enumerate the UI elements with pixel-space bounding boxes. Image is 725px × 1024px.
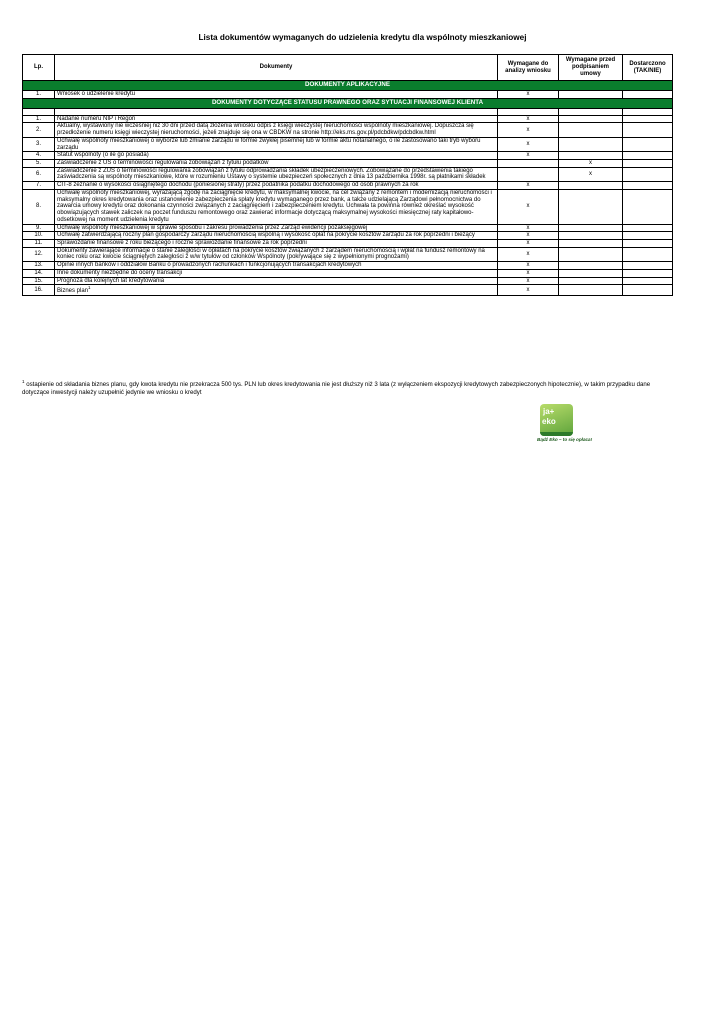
- delivered-cell: [623, 224, 673, 232]
- delivered-cell: [623, 123, 673, 137]
- required-signed-mark: [559, 123, 623, 137]
- row-number: 5.: [23, 160, 55, 168]
- header-documents: Dokumenty: [55, 55, 498, 81]
- document-name: [55, 152, 498, 160]
- required-signed-mark: x: [559, 167, 623, 181]
- required-analysis-mark: [498, 167, 559, 181]
- document-name: [55, 277, 498, 285]
- row-number: 9.: [23, 224, 55, 232]
- document-text: Uchwałę zatwierdzającą roczny plan gospodarczy zarządu nieruchomością wspólną i wysokość opłat na pokrycie kosztów zarządu za rok poprzedni i bieżący: [57, 232, 475, 239]
- required-analysis-mark: x: [498, 277, 559, 285]
- delivered-cell: [623, 262, 673, 270]
- delivered-cell: [623, 269, 673, 277]
- document-name: [55, 262, 498, 270]
- required-analysis-mark: x: [498, 247, 559, 261]
- page-title: Lista dokumentów wymaganych do udzielenia kredytu dla wspólnoty mieszkaniowej: [198, 33, 527, 42]
- table-row: [23, 285, 673, 296]
- delivered-cell: [623, 137, 673, 151]
- required-signed-mark: [559, 239, 623, 247]
- document-name: [55, 91, 498, 99]
- header-required-analysis: Wymagane do analizy wniosku: [498, 55, 559, 81]
- required-analysis-mark: x: [498, 285, 559, 296]
- delivered-cell: [623, 91, 673, 99]
- required-analysis-mark: x: [498, 91, 559, 99]
- document-name: [55, 232, 498, 240]
- required-signed-mark: x: [559, 160, 623, 168]
- document-name: [55, 160, 498, 168]
- empty-cell: [55, 108, 498, 115]
- document-name: [55, 247, 498, 261]
- required-signed-mark: [559, 137, 623, 151]
- required-signed-mark: [559, 277, 623, 285]
- header-required-signed: Wymagane przed podpisaniem umowy: [559, 55, 623, 81]
- table-row: [23, 239, 673, 247]
- table-row: [23, 224, 673, 232]
- document-name: [55, 115, 498, 123]
- row-number: 1.: [23, 91, 55, 99]
- row-number: 8.: [23, 189, 55, 224]
- document-name: [55, 239, 498, 247]
- delivered-cell: [623, 239, 673, 247]
- section-title: DOKUMENTY DOTYCZĄCE STATUSU PRAWNEGO ORAZ SYTUACJI FINANSOWEJ KLIENTA: [23, 98, 673, 108]
- header-lp: Lp.: [23, 55, 55, 81]
- required-signed-mark: [559, 189, 623, 224]
- required-signed-mark: [559, 262, 623, 270]
- table-row: [23, 115, 673, 123]
- document-text: Uchwałę wspólnoty mieszkaniowej w sprawie sposobu i zakresu prowadzenia przez Zarząd ewidencji pozaksięgowej: [57, 224, 368, 231]
- table-row: [23, 277, 673, 285]
- row-number: 2.: [23, 123, 55, 137]
- row-number: 3.: [23, 137, 55, 151]
- logo-text-bottom: eko: [542, 417, 556, 426]
- empty-cell: [559, 108, 623, 115]
- delivered-cell: [623, 189, 673, 224]
- required-analysis-mark: x: [498, 262, 559, 270]
- table-row: [23, 160, 673, 168]
- required-analysis-mark: x: [498, 115, 559, 123]
- empty-cell: [498, 108, 559, 115]
- delivered-cell: [623, 152, 673, 160]
- section-status-documents: [23, 98, 673, 108]
- table-row: [23, 152, 673, 160]
- delivered-cell: [623, 232, 673, 240]
- delivered-cell: [623, 182, 673, 190]
- table-row: [23, 123, 673, 137]
- documents-table: [22, 54, 673, 296]
- document-text: Opinie innych banków i oddziałów Banku o prowadzonych rachunkach i funkcjonujących transakcjach kredytowych: [57, 262, 362, 269]
- table-row: [23, 262, 673, 270]
- footnote: [22, 379, 652, 397]
- table-row: [23, 247, 673, 261]
- footnote-text: ostapienie od składania biznes planu, gdy kwota kredytu nie przekracza 500 tys. PLN lub okres kredytowania nie jest dłuższy niż 3 lata (z wyłączeniem ekspozycji kredytowych zabezpieczonych hipotecznie), w takim przypadku dane dotyczące inwestycji należy uzupełnić jedynie we wniosku o kredyt: [22, 381, 651, 396]
- delivered-cell: [623, 115, 673, 123]
- required-signed-mark: [559, 224, 623, 232]
- header-delivered: Dostarczono (TAK/NIE): [623, 55, 673, 81]
- document-name: [55, 182, 498, 190]
- required-analysis-mark: x: [498, 189, 559, 224]
- required-signed-mark: [559, 232, 623, 240]
- required-signed-mark: [559, 247, 623, 261]
- row-number: 4.: [23, 152, 55, 160]
- row-number: 12.: [23, 247, 55, 261]
- delivered-cell: [623, 247, 673, 261]
- document-name: [55, 285, 498, 296]
- required-signed-mark: [559, 182, 623, 190]
- required-signed-mark: [559, 91, 623, 99]
- delivered-cell: [623, 160, 673, 168]
- row-number: 11.: [23, 239, 55, 247]
- document-name: [55, 137, 498, 151]
- required-analysis-mark: [498, 160, 559, 168]
- document-text: Prognoza dla kolejnych lat kredytowania: [57, 277, 165, 284]
- required-analysis-mark: x: [498, 182, 559, 190]
- required-analysis-mark: x: [498, 123, 559, 137]
- document-text: Uchwałę wspólnoty mieszkaniowej o wyborze lub zmianie zarządu w formie zwykłej pisemnej lub w formie aktu notarialnego, o ile zastosowano taki tryb wyboru zarządu: [57, 137, 481, 151]
- table-row: [23, 91, 673, 99]
- table-row: [23, 182, 673, 190]
- document-text: Sprawozdanie finansowe z roku bieżącego i roczne sprawozdanie finansowe za rok poprzedni: [57, 239, 307, 246]
- row-number: 1.: [23, 115, 55, 123]
- logo-slogan: Bądź Eko – to się opłaca!: [537, 437, 593, 442]
- table-row: [23, 167, 673, 181]
- row-number: 13.: [23, 262, 55, 270]
- document-text: Aktualny, wystawiony nie wcześniej niż 30 dni przed datą złożenia wniosku odpis z księgi wieczystej nieruchomości wspólnoty mieszkaniowej. Dopuszcza się przedłożenie numeru księgi wieczystej nieruchomości, jeżeli znajduje się ona w CBDKW na stronie http://eks.ms.gov.pl/pdcbdkw/pdcbdkw.html: [57, 123, 474, 137]
- row-number: 10.: [23, 232, 55, 240]
- delivered-cell: [623, 277, 673, 285]
- logo-text-top: ja+: [543, 407, 555, 416]
- footnote-ref: 1: [88, 285, 91, 291]
- delivered-cell: [623, 285, 673, 296]
- required-analysis-mark: x: [498, 224, 559, 232]
- row-number: 7.: [23, 182, 55, 190]
- document-text: Nadanie numeru NIP i Regon: [57, 115, 136, 122]
- row-number: 14.: [23, 269, 55, 277]
- document-text: Wniosek o udzielenie kredytu: [57, 91, 136, 97]
- spacer-row: [23, 108, 673, 115]
- required-analysis-mark: x: [498, 232, 559, 240]
- table-row: [23, 137, 673, 151]
- document-text: Uchwałę wspólnoty mieszkaniowej, wyrażającą zgodę na zaciągnięcie kredytu, w maksymalnej kwocie, na cel związany z remontem i modernizacją nieruchomości i maksymalny okres kredytowania oraz ustanowienie zabezpieczenia spłaty kredytu wymaganego przez bank, a także udzielającą Zarządowi pełnomocnictwa do zawarcia umowy kredytu oraz dokonania czynności związanych z zaciągnięciem i zabezpieczeniem kredytu. Uchwała ta powinna również określać wysokość obowiązujących stawek zaliczek na poczet funduszu remontowego oraz zawierać informacje dotyczącą maksymalnej wysokości miesięcznej raty kapitałowo-odsetkowej na moment udzielenia kredytu: [57, 189, 492, 223]
- required-signed-mark: [559, 285, 623, 296]
- row-number: 6.: [23, 167, 55, 181]
- document-text: Inne dokumenty niezbędne do oceny transakcji: [57, 269, 183, 276]
- row-number: 15.: [23, 277, 55, 285]
- required-analysis-mark: x: [498, 137, 559, 151]
- required-signed-mark: [559, 269, 623, 277]
- document-text: CIT-8 zeznanie o wysokości osiągniętego dochodu (poniesionej straty) przez podatnika podatku dochodowego od osób prawnych za rok: [57, 182, 419, 189]
- document-name: [55, 123, 498, 137]
- required-analysis-mark: x: [498, 239, 559, 247]
- table-header-row: [23, 55, 673, 81]
- footnote-marker: 1: [22, 379, 25, 384]
- document-text: Statut wspólnoty (o ile go posiada): [57, 152, 149, 159]
- document-text: Zaświadczenie z ZUS o terminowości regulowania zobowiązań z tytułu odprowadzania składek ubezpieczeniowych. Zobowiązane do przedstawienia takiego zaświadczenia są wspólnoty mieszkaniowe, które w rozumieniu Ustawy o systemie ubezpieczeń społecznych z dnia 13 października 1998r. są płatnikami składek: [57, 167, 486, 181]
- required-analysis-mark: x: [498, 269, 559, 277]
- document-name: [55, 224, 498, 232]
- empty-cell: [23, 108, 55, 115]
- table-row: [23, 189, 673, 224]
- ja-eko-logo: [537, 404, 597, 446]
- empty-cell: [623, 108, 673, 115]
- document-name: [55, 269, 498, 277]
- section-title: DOKUMENTY APLIKACYJNE: [23, 81, 673, 91]
- required-analysis-mark: x: [498, 152, 559, 160]
- document-text: Biznes plan: [57, 288, 89, 295]
- document-text: Dokumenty zawierające informacje o stanie zaległości w opłatach na pokrycie kosztów związanych z zarządem nieruchomością i wpłat na fundusz remontowy na koniec roku oraz kwocie ściągniętych zaległości z w/w tytułów od członków Wspólnoty (pokrywające się z wypełnionymi prognozami): [57, 247, 485, 261]
- table-row: [23, 232, 673, 240]
- document-text: Zaświadczenie z US o terminowości regulowania zobowiązań z tytułu podatków: [57, 160, 269, 167]
- logo-strip: [540, 432, 573, 436]
- required-signed-mark: [559, 152, 623, 160]
- document-name: [55, 167, 498, 181]
- document-name: [55, 189, 498, 224]
- required-signed-mark: [559, 115, 623, 123]
- delivered-cell: [623, 167, 673, 181]
- section-application-documents: [23, 81, 673, 91]
- table-row: [23, 269, 673, 277]
- row-number: 16.: [23, 285, 55, 296]
